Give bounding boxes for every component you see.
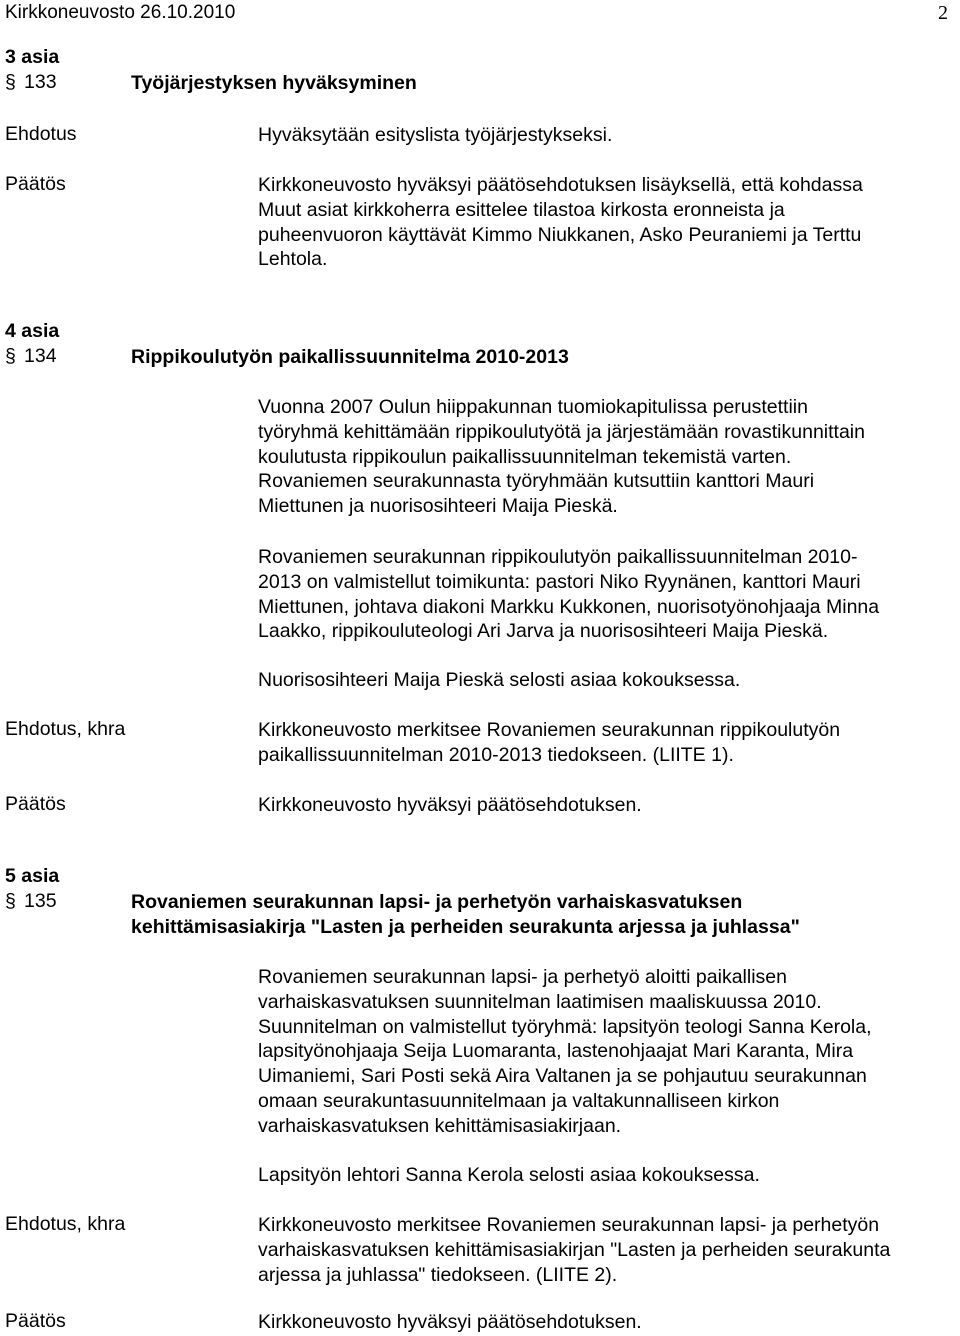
paatos-label: Päätös [5,173,66,195]
item-number-row [5,345,57,368]
item-asia-label: 4 asia [5,320,60,342]
paatos-text: Kirkkoneuvosto hyväksyi päätösehdotuksen lisäyksellä, että kohdassa Muut asiat kirkkoherra esittelee tilastoa kirkosta eronneista ja puheenvuoron käyttävät Kimmo Niukkanen, Asko Peuraniemi ja Terttu Lehtola. [258,174,863,271]
item-number: 133 [24,71,57,93]
ehdotus-label: Ehdotus [5,123,77,145]
item-number: 135 [24,890,57,912]
paatos-label: Päätös [5,1310,66,1332]
ehdotus-label: Ehdotus, khra [5,718,126,740]
document-header: Kirkkoneuvosto 26.10.2010 [5,2,236,23]
page-number: 2 [938,2,948,24]
item-asia-label: 3 asia [5,46,60,68]
ehdotus-text: Hyväksytään esityslista työjärjestykseksi. [258,124,613,146]
item-title: Työjärjestyksen hyväksyminen [131,72,417,94]
item-asia-label: 5 asia [5,865,60,887]
ehdotus-text: Kirkkoneuvosto merkitsee Rovaniemen seurakunnan rippikoulutyön paikallissuunnitelman 2010-2013 tiedokseen. (LIITE 1). [258,719,841,766]
body-paragraph: Lapsityön lehtori Sanna Kerola selosti asiaa kokouksessa. [258,1164,760,1186]
item-title: Rovaniemen seurakunnan lapsi- ja perhetyön varhaiskasvatuksen kehittämisasiakirja "Lasten ja perheiden seurakunta arjessa ja juhlassa" [131,891,800,938]
paatos-text: Kirkkoneuvosto hyväksyi päätösehdotuksen. [258,1311,642,1333]
section-sign: § [5,890,16,912]
body-paragraph: Rovaniemen seurakunnan lapsi- ja perhetyö aloitti paikallisen varhaiskasvatuksen suunnitelman laatimisen maaliskuussa 2010. Suunnitelman on valmistellut työryhmä: lapsityön teologi Sanna Kerola, lapsityönohjaaja Seija Luomaranta, lastenohjaajat Mari Karanta, Mira Uimaniemi, Sari Posti sekä Aira Valtanen ja se pohjautuu seurakunnan omaan seurakuntasuunnitelmaan ja valtakunnalliseen kirkon varhaiskasvatuksen kehittämisasiakirjaan. [258,966,872,1137]
body-paragraph: Rovaniemen seurakunnan rippikoulutyön paikallissuunnitelman 2010- 2013 on valmistellut toimikunta: pastori Niko Ryynänen, kanttori Mauri Miettunen, johtava diakoni Markku Kukkonen, nuorisotyönohjaaja Minna Laakko, rippikouluteologi Ari Jarva ja nuorisosihteeri Maija Pieskä. [258,546,880,643]
item-title: Rippikoulutyön paikallissuunnitelma 2010-2013 [131,346,569,368]
section-sign: § [5,71,16,93]
ehdotus-text: Kirkkoneuvosto merkitsee Rovaniemen seurakunnan lapsi- ja perhetyön varhaiskasvatuksen kehittämisasiakirjan "Lasten ja perheiden seurakunta arjessa ja juhlassa" tiedokseen. (LIITE 2). [258,1214,891,1286]
item-number: 134 [24,345,57,367]
item-number-row [5,890,57,913]
body-paragraph: Vuonna 2007 Oulun hiippakunnan tuomiokapitulissa perustettiin työryhmä kehittämään rippikoulutyötä ja järjestämään rovastikunnittain koulutusta rippikoulun paikallissuunnitelman tekemistä varten. Rovaniemen seurakunnasta työryhmään kutsuttiin kanttori Mauri Miettunen ja nuorisosihteeri Maija Pieskä. [258,396,865,518]
paatos-label: Päätös [5,793,66,815]
body-paragraph: Nuorisosihteeri Maija Pieskä selosti asiaa kokouksessa. [258,669,741,691]
ehdotus-label: Ehdotus, khra [5,1213,126,1235]
paatos-text: Kirkkoneuvosto hyväksyi päätösehdotuksen. [258,794,642,816]
item-number-row [5,71,57,94]
section-sign: § [5,345,16,367]
